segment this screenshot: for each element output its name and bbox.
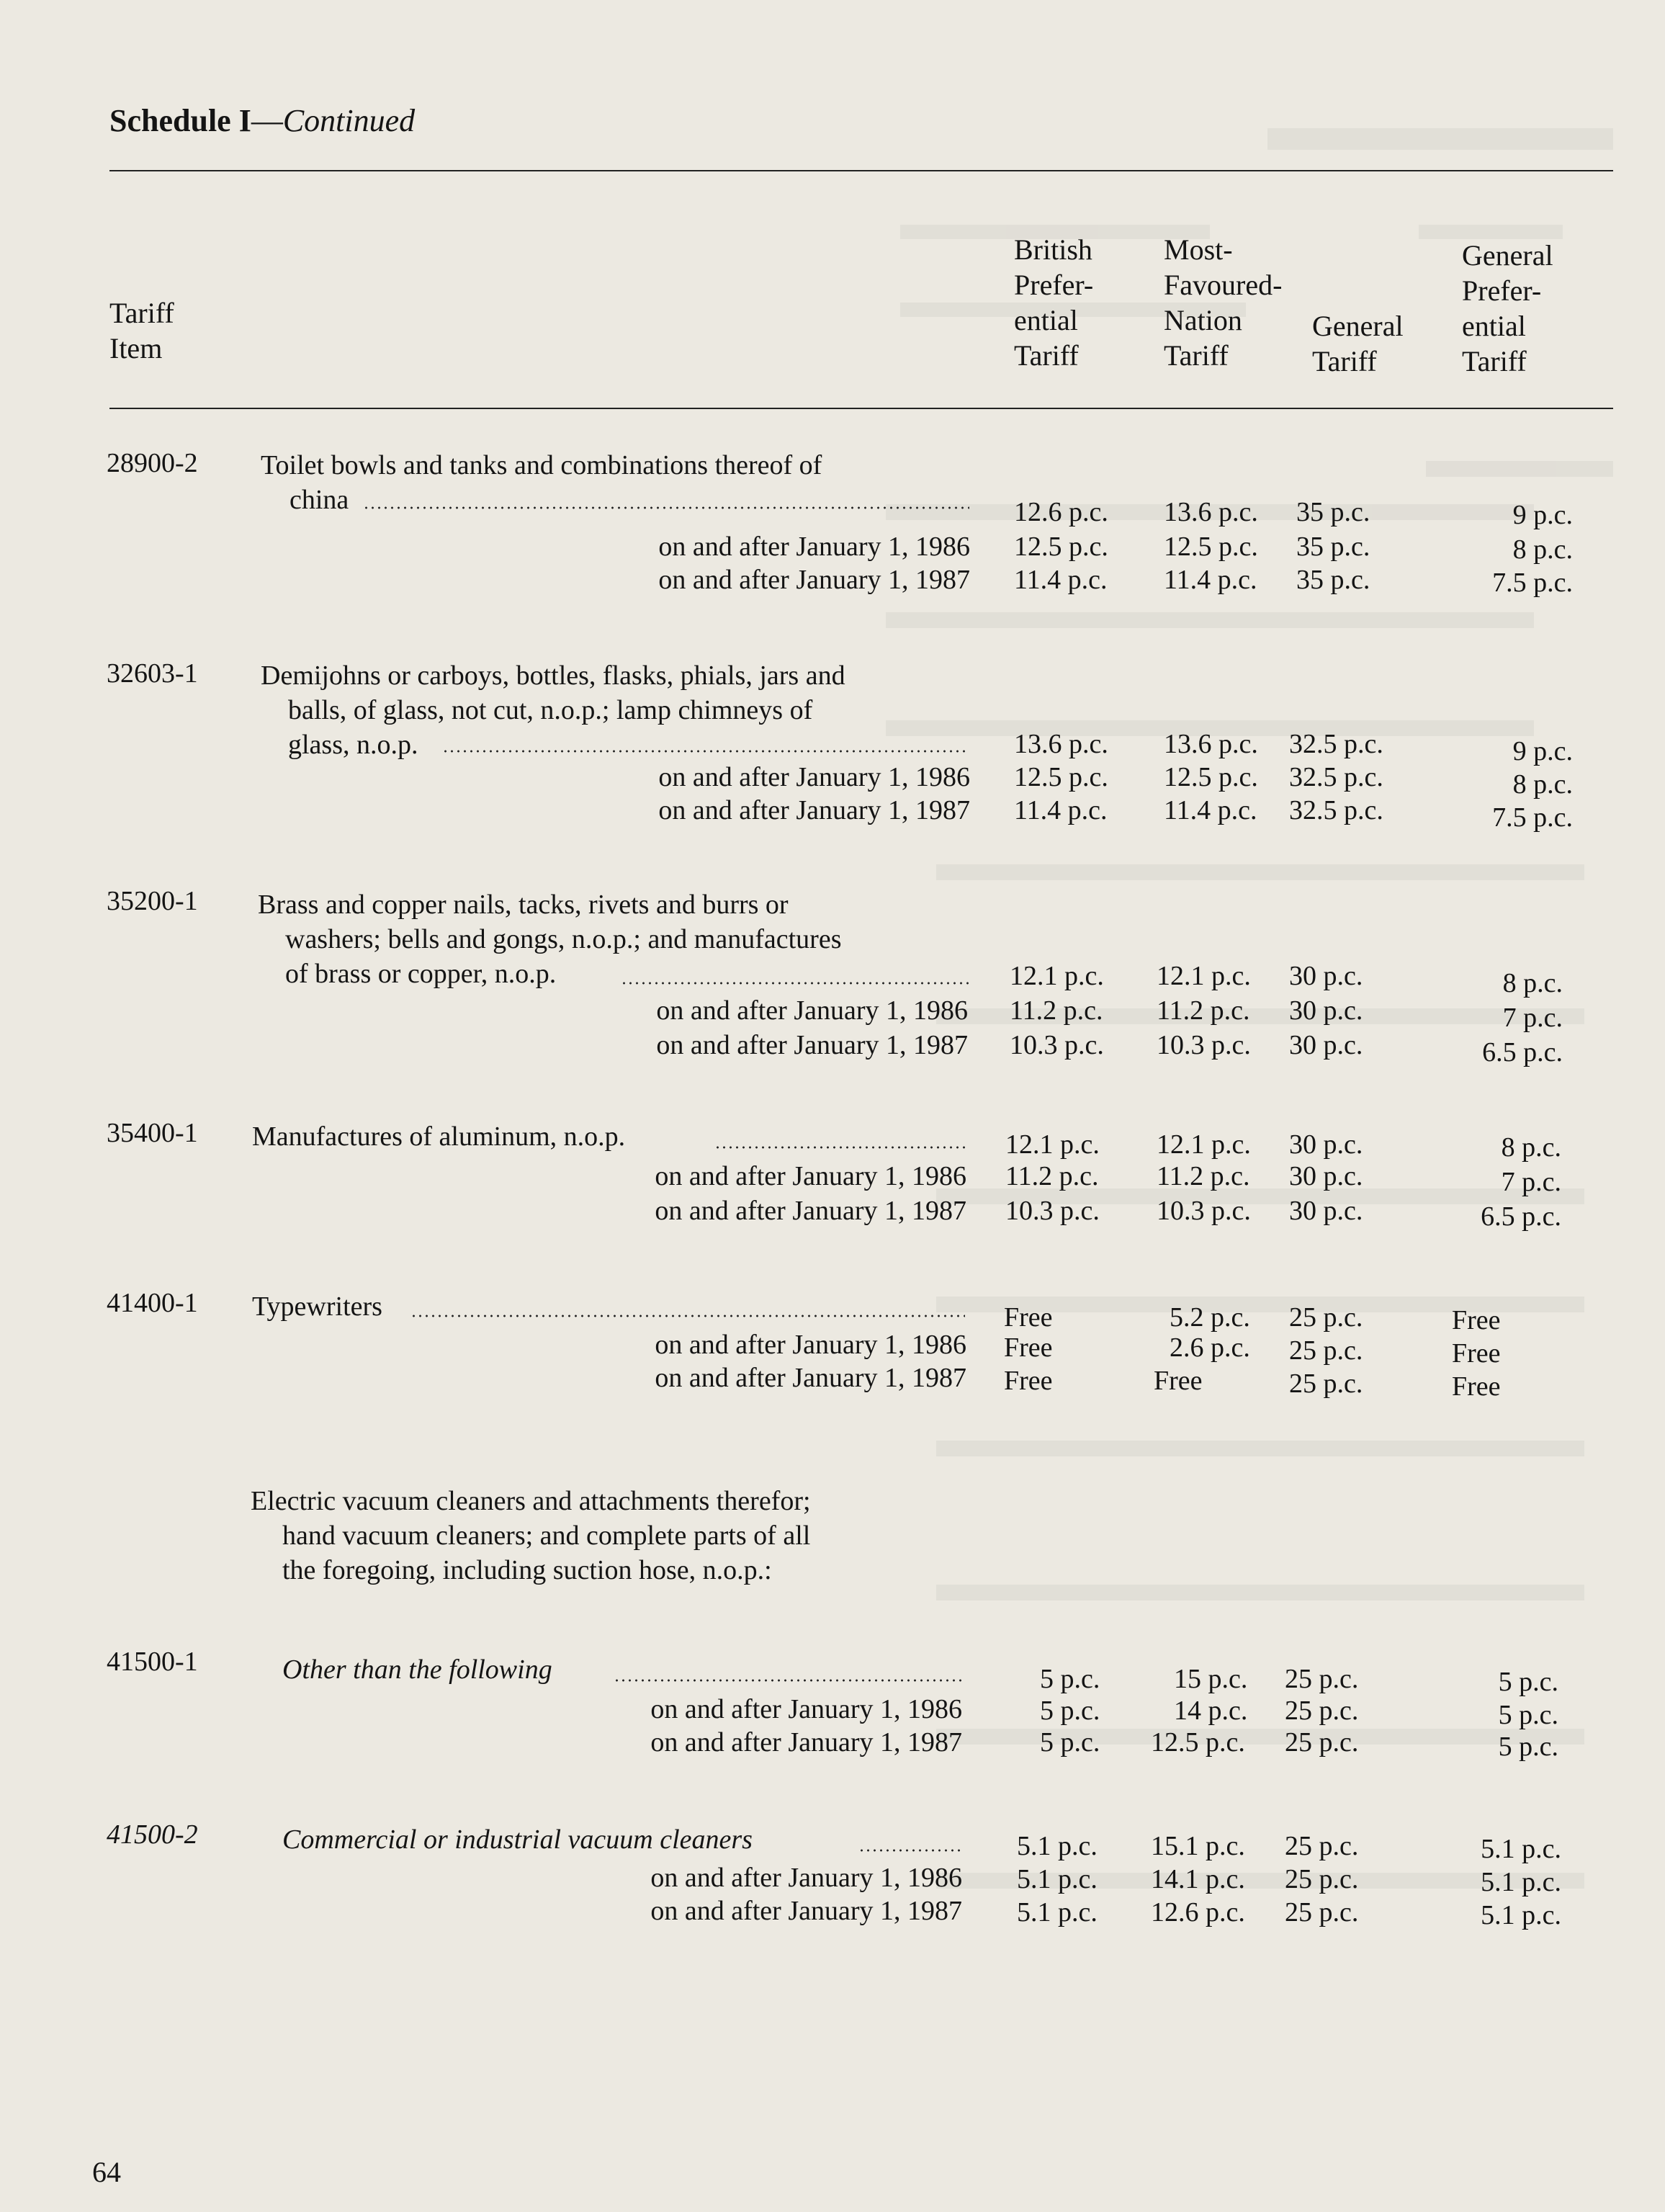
- col-line: ential: [1014, 304, 1078, 336]
- dot-leader: [858, 1848, 962, 1853]
- description-line: Typewriters: [252, 1291, 382, 1322]
- mfn-rate: 10.3 p.c.: [1157, 1030, 1251, 1060]
- dot-leader: [621, 981, 969, 985]
- description-line: Toilet bowls and tanks and combinations thereof of: [261, 450, 822, 480]
- mfn-rate: 14 p.c.: [1174, 1696, 1248, 1726]
- page-number: 64: [92, 2156, 121, 2188]
- gpt-rate: 5 p.c.: [1498, 1732, 1558, 1762]
- col-line: Tariff: [109, 297, 174, 329]
- gpt-rate: Free: [1452, 1338, 1501, 1369]
- col-line: Tariff: [1312, 345, 1377, 377]
- british-rate: 5.1 p.c.: [1017, 1831, 1098, 1861]
- dot-leader: [714, 1145, 965, 1150]
- heading-title: Schedule I: [109, 103, 251, 138]
- gpt-rate: 5.1 p.c.: [1481, 1867, 1561, 1897]
- gpt-rate: 8 p.c.: [1502, 968, 1563, 998]
- mfn-rate: 5.2 p.c.: [1170, 1302, 1250, 1333]
- dot-leader: [410, 1314, 965, 1318]
- description-line: the foregoing, including suction hose, n.o.p.:: [282, 1555, 772, 1585]
- mfn-rate: 15.1 p.c.: [1151, 1831, 1245, 1861]
- general-rate: 25 p.c.: [1289, 1335, 1363, 1366]
- british-rate: 12.5 p.c.: [1014, 532, 1108, 562]
- description-line: Other than the following: [282, 1654, 552, 1685]
- general-rate: 30 p.c.: [1289, 961, 1363, 991]
- group-description: [251, 1484, 811, 1588]
- col-line: Tariff: [1462, 345, 1527, 377]
- mfn-rate: 12.5 p.c.: [1164, 532, 1258, 562]
- dot-leader: [614, 1678, 962, 1683]
- item-description: [282, 1822, 753, 1857]
- tariff-item-number: 35400-1: [107, 1118, 198, 1148]
- british-rate: 10.3 p.c.: [1010, 1030, 1104, 1060]
- rate-date-label: on and after January 1, 1986: [650, 1694, 962, 1724]
- mfn-rate: 11.4 p.c.: [1164, 795, 1257, 825]
- mfn-rate: 13.6 p.c.: [1164, 729, 1258, 759]
- mfn-rate: 12.1 p.c.: [1157, 1129, 1251, 1160]
- gpt-rate: Free: [1452, 1371, 1501, 1402]
- tariff-item-number: 28900-2: [107, 448, 198, 478]
- gpt-rate: 7 p.c.: [1502, 1003, 1563, 1033]
- gpt-rate: 5 p.c.: [1498, 1700, 1558, 1730]
- british-rate: 12.1 p.c.: [1005, 1129, 1100, 1160]
- description-line: washers; bells and gongs, n.o.p.; and manufactures: [285, 924, 842, 954]
- rate-date-label: on and after January 1, 1987: [655, 1196, 966, 1226]
- rate-date-label: on and after January 1, 1987: [658, 565, 970, 595]
- mfn-rate: 13.6 p.c.: [1164, 497, 1258, 527]
- british-rate: Free: [1004, 1333, 1053, 1363]
- column-header-most-favoured-nation: [1164, 232, 1282, 373]
- general-rate: 35 p.c.: [1296, 532, 1370, 562]
- gpt-rate: 5.1 p.c.: [1481, 1900, 1561, 1930]
- general-rate: 32.5 p.c.: [1289, 762, 1383, 792]
- general-rate: 30 p.c.: [1289, 1196, 1363, 1226]
- column-header-general: [1312, 308, 1404, 379]
- general-rate: 25 p.c.: [1289, 1369, 1363, 1399]
- description-line: hand vacuum cleaners; and complete parts of all: [282, 1521, 811, 1551]
- mfn-rate: 10.3 p.c.: [1157, 1196, 1251, 1226]
- mfn-rate: 14.1 p.c.: [1151, 1864, 1245, 1894]
- dot-leader: [442, 749, 969, 753]
- mfn-rate: 2.6 p.c.: [1170, 1333, 1250, 1363]
- description-line: balls, of glass, not cut, n.o.p.; lamp chimneys of: [288, 695, 813, 725]
- col-line: Prefer-: [1014, 269, 1094, 301]
- rate-date-label: on and after January 1, 1987: [656, 1030, 968, 1060]
- british-rate: 5 p.c.: [1040, 1727, 1100, 1757]
- column-header-tariff-item: [109, 295, 174, 366]
- col-line: General: [1462, 239, 1553, 272]
- heading-continued: Continued: [282, 103, 416, 138]
- rate-date-label: on and after January 1, 1987: [655, 1363, 966, 1393]
- item-description: [258, 887, 842, 991]
- general-rate: 30 p.c.: [1289, 1129, 1363, 1160]
- col-line: Tariff: [1164, 339, 1229, 372]
- british-rate: 5.1 p.c.: [1017, 1897, 1098, 1927]
- gpt-rate: 9 p.c.: [1512, 500, 1573, 530]
- mfn-rate: 12.6 p.c.: [1151, 1897, 1245, 1927]
- mfn-rate: 11.2 p.c.: [1157, 995, 1250, 1026]
- british-rate: 10.3 p.c.: [1005, 1196, 1100, 1226]
- description-line: Manufactures of aluminum, n.o.p.: [252, 1121, 626, 1152]
- mfn-rate: 11.2 p.c.: [1157, 1161, 1250, 1191]
- mfn-rate: 15 p.c.: [1174, 1664, 1248, 1694]
- british-rate: Free: [1004, 1366, 1053, 1396]
- rate-date-label: on and after January 1, 1986: [650, 1863, 962, 1893]
- dot-leader: [363, 506, 969, 510]
- general-rate: 30 p.c.: [1289, 1161, 1363, 1191]
- heading-dash: —: [251, 103, 283, 138]
- rate-date-label: on and after January 1, 1986: [658, 762, 970, 792]
- description-line: Commercial or industrial vacuum cleaners: [282, 1824, 753, 1855]
- general-rate: 35 p.c.: [1296, 497, 1370, 527]
- general-rate: 30 p.c.: [1289, 1030, 1363, 1060]
- general-rate: 25 p.c.: [1285, 1727, 1359, 1757]
- rate-date-label: on and after January 1, 1986: [658, 532, 970, 562]
- gpt-rate: 5.1 p.c.: [1481, 1834, 1561, 1864]
- british-rate: 12.5 p.c.: [1014, 762, 1108, 792]
- general-rate: 30 p.c.: [1289, 995, 1363, 1026]
- general-rate: 25 p.c.: [1285, 1831, 1359, 1861]
- mfn-rate: Free: [1154, 1366, 1203, 1396]
- tariff-item-number: 35200-1: [107, 886, 198, 916]
- general-rate: 32.5 p.c.: [1289, 729, 1383, 759]
- description-line: of brass or copper, n.o.p.: [285, 959, 557, 989]
- top-rule: [109, 170, 1613, 171]
- item-description: [252, 1289, 382, 1324]
- british-rate: 11.2 p.c.: [1010, 995, 1103, 1026]
- general-rate: 32.5 p.c.: [1289, 795, 1383, 825]
- mfn-rate: 12.5 p.c.: [1151, 1727, 1245, 1757]
- gpt-rate: 6.5 p.c.: [1481, 1201, 1561, 1232]
- col-line: ential: [1462, 310, 1526, 342]
- tariff-item-number: 41500-2: [107, 1819, 198, 1850]
- gpt-rate: 6.5 p.c.: [1482, 1037, 1563, 1067]
- british-rate: 11.4 p.c.: [1014, 795, 1108, 825]
- tariff-item-number: 32603-1: [107, 658, 198, 689]
- gpt-rate: 8 p.c.: [1512, 534, 1573, 565]
- british-rate: 5 p.c.: [1040, 1664, 1100, 1694]
- col-line: Most-: [1164, 233, 1233, 266]
- col-line: British: [1014, 233, 1092, 266]
- rate-date-label: on and after January 1, 1986: [655, 1330, 966, 1360]
- british-rate: Free: [1004, 1302, 1053, 1333]
- item-description: [261, 658, 845, 762]
- rate-date-label: on and after January 1, 1987: [650, 1896, 962, 1926]
- item-description: [252, 1119, 625, 1154]
- col-line: Favoured-: [1164, 269, 1283, 301]
- gpt-rate: 7.5 p.c.: [1492, 568, 1573, 598]
- tariff-item-number: 41400-1: [107, 1288, 198, 1318]
- col-line: General: [1312, 310, 1404, 342]
- description-line: Brass and copper nails, tacks, rivets and burrs or: [258, 890, 789, 920]
- col-line: Item: [109, 332, 163, 364]
- british-rate: 13.6 p.c.: [1014, 729, 1108, 759]
- british-rate: 11.4 p.c.: [1014, 565, 1108, 595]
- gpt-rate: 7.5 p.c.: [1492, 802, 1573, 833]
- header-rule: [109, 408, 1613, 409]
- tariff-item-number: 41500-1: [107, 1647, 198, 1677]
- rate-date-label: on and after January 1, 1987: [650, 1727, 962, 1757]
- mfn-rate: 12.5 p.c.: [1164, 762, 1258, 792]
- description-line: glass, n.o.p.: [288, 730, 418, 760]
- gpt-rate: 7 p.c.: [1501, 1167, 1561, 1197]
- british-rate: 5.1 p.c.: [1017, 1864, 1098, 1894]
- gpt-rate: 8 p.c.: [1512, 769, 1573, 800]
- british-rate: 11.2 p.c.: [1005, 1161, 1099, 1191]
- description-line: china: [290, 485, 349, 515]
- schedule-heading: [109, 102, 415, 139]
- gpt-rate: Free: [1452, 1305, 1501, 1335]
- mfn-rate: 11.4 p.c.: [1164, 565, 1257, 595]
- rate-date-label: on and after January 1, 1987: [658, 795, 970, 825]
- description-line: Demijohns or carboys, bottles, flasks, phials, jars and: [261, 661, 845, 691]
- british-rate: 5 p.c.: [1040, 1696, 1100, 1726]
- general-rate: 25 p.c.: [1285, 1897, 1359, 1927]
- rate-date-label: on and after January 1, 1986: [655, 1161, 966, 1191]
- general-rate: 35 p.c.: [1296, 565, 1370, 595]
- item-description: [282, 1652, 552, 1687]
- general-rate: 25 p.c.: [1289, 1302, 1363, 1333]
- mfn-rate: 12.1 p.c.: [1157, 961, 1251, 991]
- description-line: Electric vacuum cleaners and attachments therefor;: [251, 1486, 811, 1516]
- british-rate: 12.6 p.c.: [1014, 497, 1108, 527]
- rate-date-label: on and after January 1, 1986: [656, 995, 968, 1026]
- gpt-rate: 8 p.c.: [1501, 1132, 1561, 1163]
- general-rate: 25 p.c.: [1285, 1664, 1359, 1694]
- gpt-rate: 5 p.c.: [1498, 1667, 1558, 1697]
- general-rate: 25 p.c.: [1285, 1696, 1359, 1726]
- col-line: Prefer-: [1462, 274, 1542, 307]
- general-rate: 25 p.c.: [1285, 1864, 1359, 1894]
- column-header-general-preferential: [1462, 238, 1553, 379]
- col-line: Tariff: [1014, 339, 1079, 372]
- col-line: Nation: [1164, 304, 1242, 336]
- british-rate: 12.1 p.c.: [1010, 961, 1104, 991]
- column-header-british-preferential: [1014, 232, 1093, 373]
- gpt-rate: 9 p.c.: [1512, 736, 1573, 766]
